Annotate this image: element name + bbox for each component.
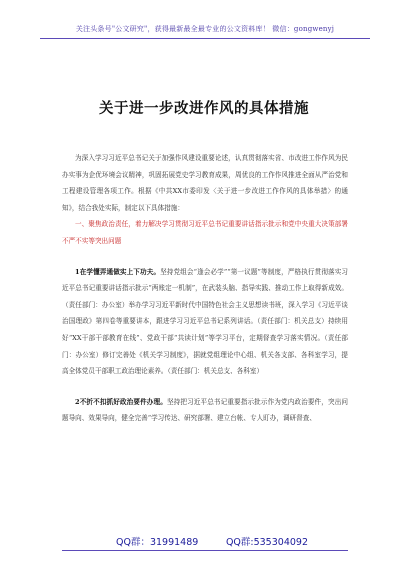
header-divider bbox=[40, 38, 370, 39]
footer-qq-group-2: QQ群:535304092 bbox=[225, 537, 308, 548]
item-1-lead: 1在学懂弄通做实上下功夫。 bbox=[75, 267, 161, 276]
item-1-paragraph bbox=[62, 264, 348, 380]
item-2-text: 坚持把习近平总书记重要指示批示作为党内政治要件，突出问题导向、效果导向，健全完善“学习传达、研究部署、建立台帐、专人盯办，调研督查、 bbox=[62, 397, 348, 423]
section-spacer bbox=[62, 250, 348, 264]
footer-contacts bbox=[62, 534, 348, 548]
document-title: 关于进一步改进作风的具体措施 bbox=[99, 101, 309, 117]
footer-qq-group-1: QQ群：31991489 bbox=[116, 537, 199, 548]
item-spacer bbox=[62, 380, 348, 394]
intro-paragraph: 为深入学习习近平总书记关于加强作风建设重要论述，认真贯彻落实省、市改进工作作风为民办实事为企优环境会议精神，巩固拓展党史学习教育成果，周优良的工作作风推进全面从严治党和工程建设管理各项工作。根据《中共XX市委印发〈关于进一步改进工作作风的具体举措〉的通知》，结合我处实际，制定以下具体措施： bbox=[62, 154, 348, 212]
document-body bbox=[62, 150, 348, 427]
section-heading-1: 一、聚焦政治责任，着力解决学习贯彻习近平总书记重要讲话指示批示和党中央重大决策部署不严不实等突出问题 bbox=[62, 220, 348, 245]
item-2-paragraph bbox=[62, 394, 348, 427]
header-banner[interactable]: 关注头条号"公文研究"，获得最新最全最专业的公文资料库！ 微信：gongwenyj bbox=[75, 25, 335, 33]
item-2-lead: 2不折不扣抓好政治要件办理。 bbox=[75, 397, 167, 406]
footer-divider bbox=[62, 550, 348, 551]
item-1-text: 坚持党组会“逢会必学”“第一议题”等制度，严格执行贯彻落实习近平总书记重要讲话指示批示“两账定一机制”，在武装头脑、指导实践、推动工作上取得新成效。（责任部门：办公室）举办学习习近平新时代中国特色社会主义思想读书班，深入学习《习近平谈治国理政》第四卷等重要讲本，跟进学习习近平总书记系列讲话。（责任部门：机关总支）持续用好“XX干部干部教育在线”、党政干部“共读计划”等学习平台，定期督查学习落实情况。（责任部门：办公室）修订完善处《机关学习制度》，据就党组理论中心组、机关各支部、各科室学习，提高全体党员干部职工政治理论素养。（责任部门：机关总支、各科室） bbox=[62, 267, 349, 376]
